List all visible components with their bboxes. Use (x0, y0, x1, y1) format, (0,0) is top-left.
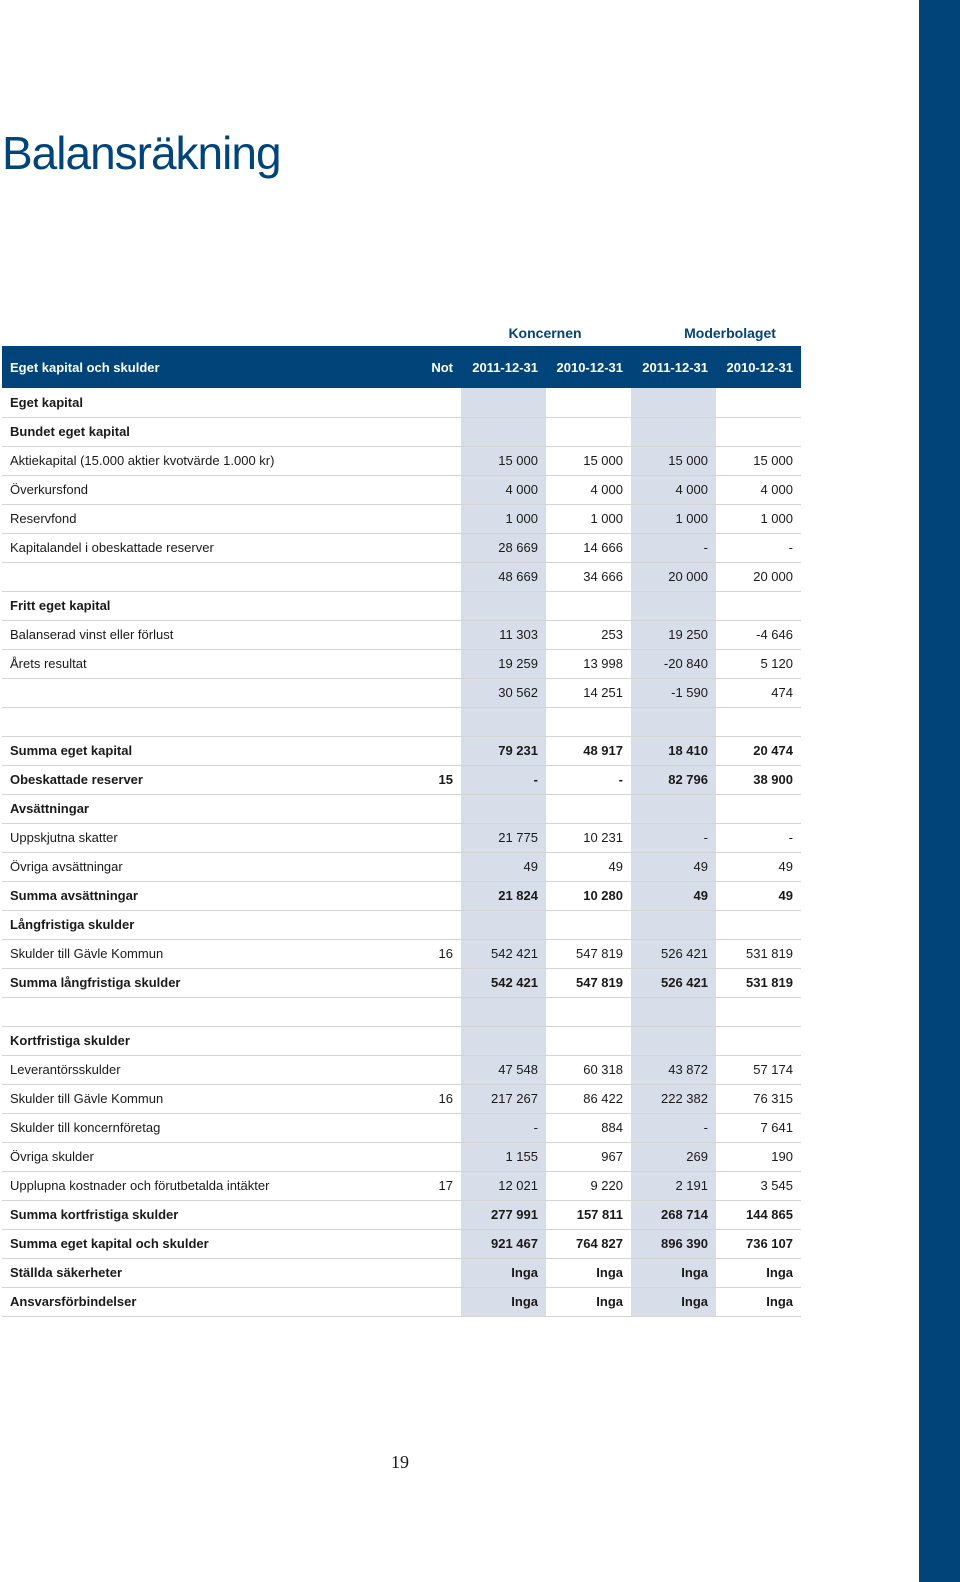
row-value-col-3: 4 000 (631, 475, 716, 504)
row-value-col-4: 4 000 (716, 475, 801, 504)
row-not (378, 1287, 461, 1316)
row-not (378, 446, 461, 475)
row-value-col-2 (546, 997, 631, 1026)
row-value-col-2: 764 827 (546, 1229, 631, 1258)
row-value-col-1: 19 259 (461, 649, 546, 678)
row-label: Upplupna kostnader och förutbetalda intäkter (2, 1171, 378, 1200)
table-row (2, 446, 801, 475)
row-value-col-1: 277 991 (461, 1200, 546, 1229)
row-value-col-2: 14 251 (546, 678, 631, 707)
row-value-col-2: 157 811 (546, 1200, 631, 1229)
row-label: Övriga avsättningar (2, 852, 378, 881)
row-value-col-3 (631, 707, 716, 736)
row-not (378, 591, 461, 620)
row-value-col-4: -4 646 (716, 620, 801, 649)
table-row (2, 707, 801, 736)
row-value-col-4: - (716, 823, 801, 852)
row-value-col-1: 1 000 (461, 504, 546, 533)
row-value-col-1 (461, 417, 546, 446)
row-not: 16 (378, 1084, 461, 1113)
row-label: Skulder till koncernföretag (2, 1113, 378, 1142)
header-col-2: 2010-12-31 (556, 359, 623, 375)
row-value-col-4 (716, 910, 801, 939)
row-value-col-4 (716, 794, 801, 823)
row-value-col-3: 15 000 (631, 446, 716, 475)
row-value-col-2 (546, 794, 631, 823)
row-value-col-4: Inga (716, 1287, 801, 1316)
balance-sheet-table (2, 346, 801, 1317)
row-not (378, 997, 461, 1026)
group-label-moderbolaget: Moderbolaget (684, 325, 776, 341)
row-value-col-2: 253 (546, 620, 631, 649)
row-not (378, 881, 461, 910)
row-label: Avsättningar (2, 794, 378, 823)
row-value-col-4: 20 474 (716, 736, 801, 765)
row-value-col-4: 57 174 (716, 1055, 801, 1084)
row-value-col-2: 10 231 (546, 823, 631, 852)
row-value-col-2 (546, 707, 631, 736)
row-label: Summa eget kapital (2, 736, 378, 765)
group-label-koncernen: Koncernen (508, 325, 582, 341)
row-not (378, 504, 461, 533)
row-value-col-4: Inga (716, 1258, 801, 1287)
row-value-col-4 (716, 388, 801, 417)
row-value-col-1: - (461, 1113, 546, 1142)
row-value-col-2: 86 422 (546, 1084, 631, 1113)
row-value-col-3: 1 000 (631, 504, 716, 533)
row-value-col-3: 526 421 (631, 968, 716, 997)
row-not (378, 910, 461, 939)
row-label: Uppskjutna skatter (2, 823, 378, 852)
row-value-col-2: 60 318 (546, 1055, 631, 1084)
row-label: Kapitalandel i obeskattade reserver (2, 533, 378, 562)
row-value-col-3: 18 410 (631, 736, 716, 765)
row-value-col-1: 49 (461, 852, 546, 881)
row-value-col-4: 76 315 (716, 1084, 801, 1113)
row-value-col-2: 15 000 (546, 446, 631, 475)
row-value-col-4: 144 865 (716, 1200, 801, 1229)
row-value-col-4 (716, 1026, 801, 1055)
row-value-col-2: 13 998 (546, 649, 631, 678)
row-value-col-1: - (461, 765, 546, 794)
row-value-col-3: 269 (631, 1142, 716, 1171)
row-value-col-4: 531 819 (716, 939, 801, 968)
row-not (378, 620, 461, 649)
row-value-col-2: Inga (546, 1287, 631, 1316)
row-not (378, 678, 461, 707)
table-row (2, 475, 801, 504)
table-row (2, 997, 801, 1026)
row-value-col-4: 531 819 (716, 968, 801, 997)
row-label: Skulder till Gävle Kommun (2, 939, 378, 968)
row-value-col-3 (631, 997, 716, 1026)
row-value-col-2: 9 220 (546, 1171, 631, 1200)
row-not (378, 1229, 461, 1258)
row-not (378, 562, 461, 591)
row-label: Reservfond (2, 504, 378, 533)
table-row (2, 1113, 801, 1142)
row-value-col-2: 49 (546, 852, 631, 881)
row-value-col-3: Inga (631, 1258, 716, 1287)
row-not (378, 533, 461, 562)
row-value-col-2: 4 000 (546, 475, 631, 504)
row-value-col-4: 38 900 (716, 765, 801, 794)
row-value-col-3 (631, 1026, 716, 1055)
row-value-col-3: 49 (631, 852, 716, 881)
row-value-col-1: 11 303 (461, 620, 546, 649)
row-label: Summa kortfristiga skulder (2, 1200, 378, 1229)
row-value-col-1: 21 775 (461, 823, 546, 852)
table-row (2, 678, 801, 707)
row-value-col-1: 12 021 (461, 1171, 546, 1200)
row-value-col-3: 49 (631, 881, 716, 910)
row-value-col-2: 884 (546, 1113, 631, 1142)
table-row (2, 504, 801, 533)
row-value-col-4: 15 000 (716, 446, 801, 475)
row-value-col-2: 1 000 (546, 504, 631, 533)
table-row (2, 1229, 801, 1258)
row-label (2, 997, 378, 1026)
row-value-col-1: 542 421 (461, 968, 546, 997)
row-label: Ställda säkerheter (2, 1258, 378, 1287)
row-value-col-2 (546, 910, 631, 939)
table-row (2, 1026, 801, 1055)
row-value-col-3: - (631, 533, 716, 562)
row-value-col-1 (461, 910, 546, 939)
row-value-col-4 (716, 591, 801, 620)
table-row (2, 736, 801, 765)
row-label (2, 707, 378, 736)
table-row (2, 1287, 801, 1316)
row-value-col-1: 15 000 (461, 446, 546, 475)
row-not (378, 852, 461, 881)
row-label (2, 562, 378, 591)
table-row (2, 533, 801, 562)
row-label: Skulder till Gävle Kommun (2, 1084, 378, 1113)
row-label: Överkursfond (2, 475, 378, 504)
row-not (378, 736, 461, 765)
row-value-col-4: - (716, 533, 801, 562)
row-value-col-1: 217 267 (461, 1084, 546, 1113)
row-value-col-1: 1 155 (461, 1142, 546, 1171)
table-row (2, 649, 801, 678)
table-row (2, 388, 801, 417)
row-label: Långfristiga skulder (2, 910, 378, 939)
row-label: Bundet eget kapital (2, 417, 378, 446)
row-not (378, 823, 461, 852)
row-value-col-4: 20 000 (716, 562, 801, 591)
page-title: Balansräkning (2, 127, 281, 179)
row-value-col-2: 547 819 (546, 968, 631, 997)
row-value-col-1 (461, 794, 546, 823)
row-value-col-4: 49 (716, 881, 801, 910)
table-row (2, 1142, 801, 1171)
row-not (378, 1055, 461, 1084)
row-value-col-2 (546, 388, 631, 417)
row-label: Obeskattade reserver (2, 765, 378, 794)
row-value-col-3 (631, 910, 716, 939)
row-label: Aktiekapital (15.000 aktier kvotvärde 1.000 kr) (2, 446, 378, 475)
row-value-col-1: 21 824 (461, 881, 546, 910)
table-row (2, 939, 801, 968)
row-value-col-2 (546, 417, 631, 446)
row-value-col-1: 48 669 (461, 562, 546, 591)
table-row (2, 1084, 801, 1113)
table-row (2, 910, 801, 939)
row-label: Ansvarsförbindelser (2, 1287, 378, 1316)
row-value-col-1 (461, 707, 546, 736)
row-label: Årets resultat (2, 649, 378, 678)
row-not (378, 1026, 461, 1055)
table-row (2, 1258, 801, 1287)
table-row (2, 1055, 801, 1084)
page-number: 19 (391, 1452, 409, 1472)
row-value-col-1 (461, 388, 546, 417)
row-value-col-3 (631, 417, 716, 446)
row-value-col-4: 474 (716, 678, 801, 707)
row-value-col-4: 190 (716, 1142, 801, 1171)
row-label: Summa eget kapital och skulder (2, 1229, 378, 1258)
row-label: Balanserad vinst eller förlust (2, 620, 378, 649)
row-not: 16 (378, 939, 461, 968)
header-not: Not (431, 359, 453, 375)
row-not: 17 (378, 1171, 461, 1200)
row-label: Leverantörsskulder (2, 1055, 378, 1084)
row-value-col-1 (461, 1026, 546, 1055)
header-col-1: 2011-12-31 (472, 359, 538, 375)
row-value-col-3: 82 796 (631, 765, 716, 794)
row-label: Summa långfristiga skulder (2, 968, 378, 997)
row-value-col-3: 43 872 (631, 1055, 716, 1084)
table-row (2, 1200, 801, 1229)
row-not (378, 794, 461, 823)
row-value-col-4 (716, 997, 801, 1026)
row-label: Eget kapital (2, 388, 378, 417)
row-value-col-1: Inga (461, 1287, 546, 1316)
row-not (378, 475, 461, 504)
table-row (2, 794, 801, 823)
row-not (378, 1142, 461, 1171)
row-value-col-2: 48 917 (546, 736, 631, 765)
row-value-col-1: 47 548 (461, 1055, 546, 1084)
row-not (378, 1200, 461, 1229)
table-row (2, 823, 801, 852)
header-col-3: 2011-12-31 (642, 359, 708, 375)
row-value-col-3: -1 590 (631, 678, 716, 707)
table-row (2, 620, 801, 649)
row-value-col-4 (716, 707, 801, 736)
row-not: 15 (378, 765, 461, 794)
header-col-4: 2010-12-31 (726, 359, 793, 375)
row-value-col-1: 542 421 (461, 939, 546, 968)
row-value-col-3: 896 390 (631, 1229, 716, 1258)
side-color-bar (919, 0, 960, 1582)
row-value-col-2: 10 280 (546, 881, 631, 910)
table-header-row (2, 346, 801, 388)
row-not (378, 649, 461, 678)
row-not (378, 1113, 461, 1142)
row-value-col-4: 7 641 (716, 1113, 801, 1142)
row-value-col-2: Inga (546, 1258, 631, 1287)
row-value-col-2: 34 666 (546, 562, 631, 591)
row-value-col-3 (631, 794, 716, 823)
row-not (378, 1258, 461, 1287)
table-row (2, 968, 801, 997)
row-value-col-3: - (631, 823, 716, 852)
row-label: Övriga skulder (2, 1142, 378, 1171)
row-value-col-3: - (631, 1113, 716, 1142)
row-label: Fritt eget kapital (2, 591, 378, 620)
row-value-col-1: 921 467 (461, 1229, 546, 1258)
row-value-col-1: Inga (461, 1258, 546, 1287)
table-row (2, 1171, 801, 1200)
row-label (2, 678, 378, 707)
row-value-col-3: 526 421 (631, 939, 716, 968)
table-row (2, 591, 801, 620)
row-value-col-3: Inga (631, 1287, 716, 1316)
table-body (2, 388, 801, 1316)
row-value-col-4 (716, 417, 801, 446)
row-value-col-1: 30 562 (461, 678, 546, 707)
row-value-col-4: 3 545 (716, 1171, 801, 1200)
row-value-col-1 (461, 997, 546, 1026)
row-value-col-4: 1 000 (716, 504, 801, 533)
table-row (2, 852, 801, 881)
row-value-col-1: 4 000 (461, 475, 546, 504)
row-value-col-3: 2 191 (631, 1171, 716, 1200)
row-value-col-3 (631, 591, 716, 620)
row-not (378, 968, 461, 997)
row-value-col-3: 268 714 (631, 1200, 716, 1229)
row-value-col-3: 19 250 (631, 620, 716, 649)
table-header (2, 346, 801, 388)
row-label: Kortfristiga skulder (2, 1026, 378, 1055)
row-value-col-2: - (546, 765, 631, 794)
row-value-col-1: 79 231 (461, 736, 546, 765)
row-label: Summa avsättningar (2, 881, 378, 910)
row-value-col-3: -20 840 (631, 649, 716, 678)
row-value-col-3: 20 000 (631, 562, 716, 591)
row-not (378, 417, 461, 446)
row-value-col-4: 736 107 (716, 1229, 801, 1258)
table-row (2, 417, 801, 446)
row-not (378, 388, 461, 417)
row-value-col-2: 967 (546, 1142, 631, 1171)
table-row (2, 881, 801, 910)
row-value-col-4: 49 (716, 852, 801, 881)
row-value-col-2: 14 666 (546, 533, 631, 562)
table-row (2, 562, 801, 591)
header-label: Eget kapital och skulder (10, 359, 160, 375)
table-row (2, 765, 801, 794)
row-value-col-1: 28 669 (461, 533, 546, 562)
row-not (378, 707, 461, 736)
row-value-col-3: 222 382 (631, 1084, 716, 1113)
row-value-col-2 (546, 1026, 631, 1055)
row-value-col-2 (546, 591, 631, 620)
row-value-col-2: 547 819 (546, 939, 631, 968)
row-value-col-4: 5 120 (716, 649, 801, 678)
row-value-col-3 (631, 388, 716, 417)
row-value-col-1 (461, 591, 546, 620)
